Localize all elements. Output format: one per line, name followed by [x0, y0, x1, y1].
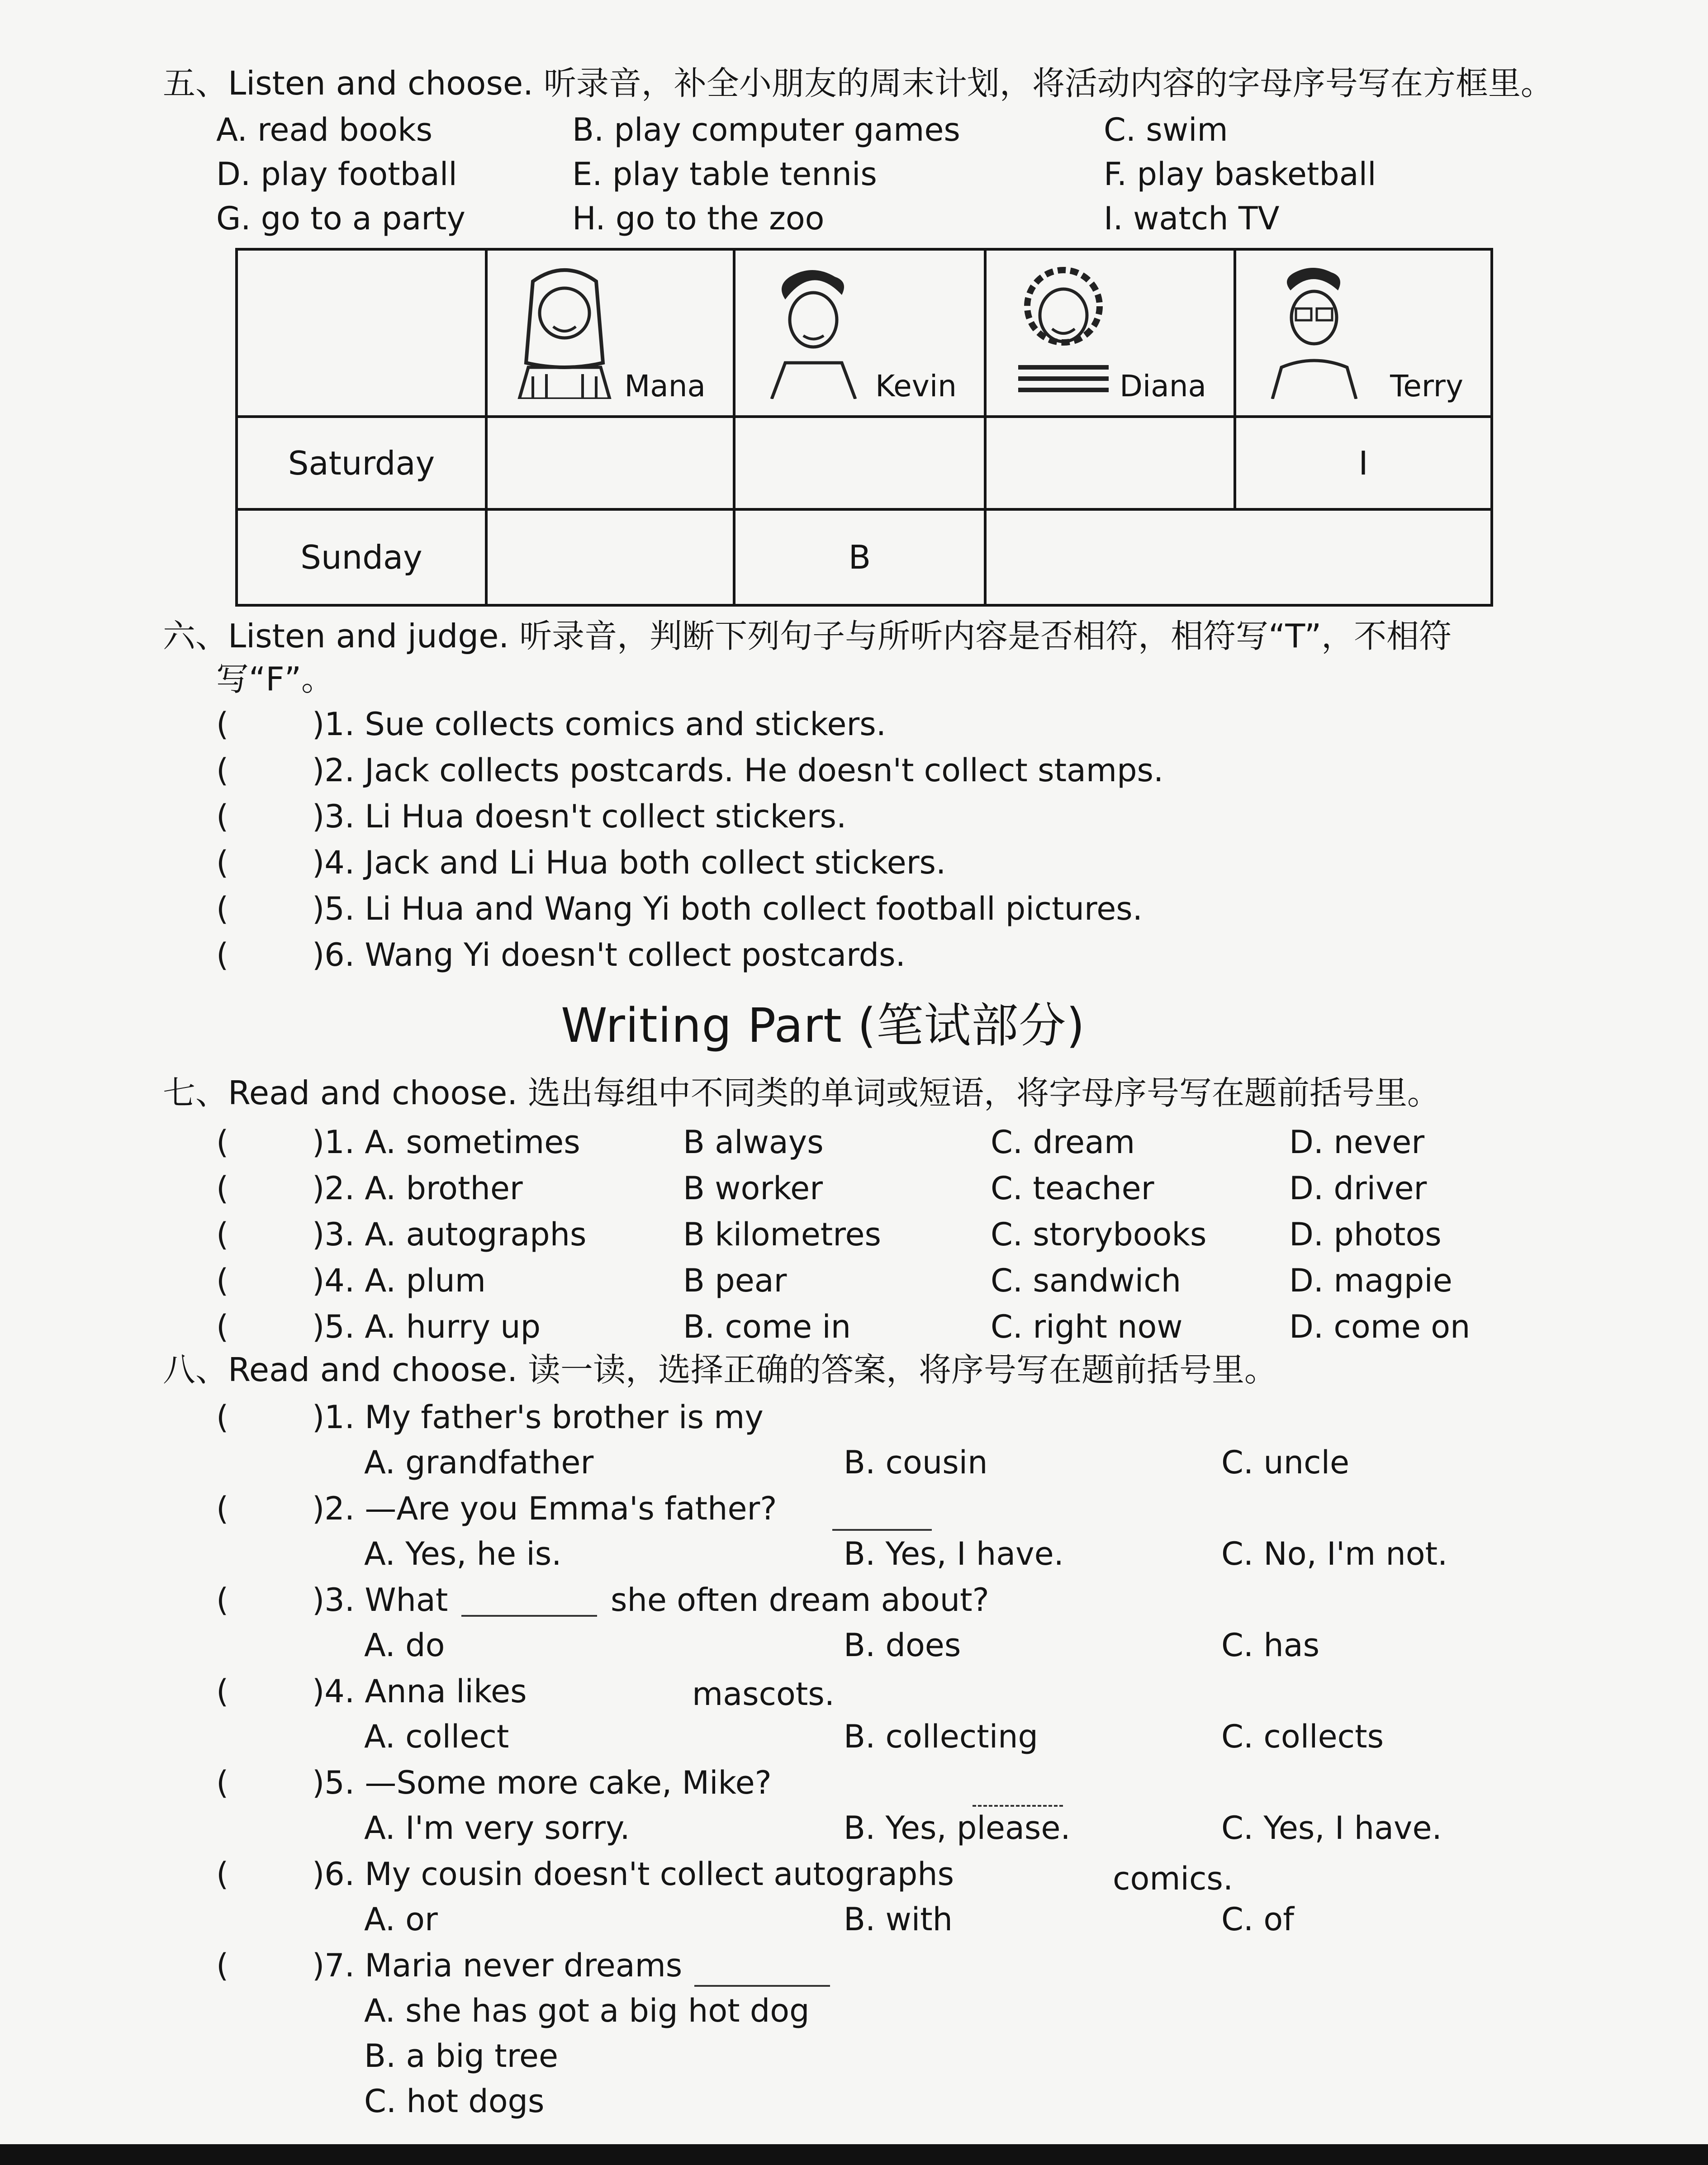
choose-2-c: C. teacher: [991, 1170, 1154, 1207]
paren: (: [216, 752, 229, 789]
glasses-boy-portrait-icon: [1254, 263, 1372, 399]
q2-answer-blank[interactable]: [832, 1529, 932, 1531]
paren: (: [216, 1673, 229, 1710]
row-label-sunday: Sunday: [237, 509, 486, 605]
q5-stem: )5. —Some more cake, Mike?: [312, 1764, 772, 1801]
paren: (: [216, 706, 229, 743]
option-f: F. play basketball: [1104, 156, 1376, 193]
paren: (: [216, 1262, 229, 1299]
q5-option-a: A. I'm very sorry.: [364, 1809, 630, 1847]
portrait-cell-terry: [1235, 249, 1492, 417]
option-d: D. play football: [216, 156, 457, 193]
q4-option-c: C. collects: [1221, 1718, 1384, 1755]
judge-item-5: )5. Li Hua and Wang Yi both collect football pictures.: [312, 890, 1143, 927]
paren: (: [216, 1124, 229, 1161]
paren: (: [216, 1764, 229, 1801]
q4-stem-end: mascots.: [692, 1676, 835, 1713]
cell-saturday-terry[interactable]: I: [1235, 417, 1492, 509]
judge-item-2: )2. Jack collects postcards. He doesn't collect stamps.: [312, 752, 1164, 789]
q7-stem: )7. Maria never dreams: [312, 1947, 683, 1984]
girl-portrait-icon: [506, 263, 623, 399]
curly-girl-portrait-icon: [1005, 263, 1122, 399]
q2-stem: )2. —Are you Emma's father?: [312, 1490, 777, 1527]
choose-3-a: )3. A. autographs: [312, 1216, 587, 1253]
q3-stem-end: she often dream about?: [611, 1581, 989, 1619]
choose-3-d: D. photos: [1289, 1216, 1442, 1253]
boy-portrait-icon: [754, 263, 871, 399]
q1-stem: )1. My father's brother is my: [312, 1399, 764, 1436]
paren: (: [216, 936, 229, 973]
paren: (: [216, 1947, 229, 1984]
q5-answer-blank[interactable]: [973, 1805, 1063, 1807]
choose-5-b: B. come in: [683, 1308, 851, 1345]
name-kevin: Kevin: [875, 369, 957, 404]
section7-heading: 七、Read and choose. 选出每组中不同类的单词或短语，将字母序号写在题前括号里。: [163, 1074, 1440, 1112]
choose-1-b: B always: [683, 1124, 824, 1161]
paren: (: [216, 1308, 229, 1345]
name-diana: Diana: [1120, 369, 1206, 404]
choose-5-a: )5. A. hurry up: [312, 1308, 541, 1345]
q2-option-c: C. No, I'm not.: [1221, 1535, 1448, 1572]
choose-4-a: )4. A. plum: [312, 1262, 486, 1299]
portrait-cell-diana: [985, 249, 1235, 417]
choose-2-d: D. driver: [1289, 1170, 1427, 1207]
q1-option-b: B. cousin: [844, 1444, 988, 1481]
cell-sunday-diana-terry[interactable]: [985, 509, 1492, 605]
option-e: E. play table tennis: [572, 156, 877, 193]
q4-stem-start: )4. Anna likes: [312, 1673, 527, 1710]
paren: (: [216, 798, 229, 835]
judge-item-3: )3. Li Hua doesn't collect stickers.: [312, 798, 847, 835]
choose-1-c: C. dream: [991, 1124, 1135, 1161]
choose-1-a: )1. A. sometimes: [312, 1124, 580, 1161]
portrait-cell-kevin: [734, 249, 985, 417]
judge-item-4: )4. Jack and Li Hua both collect stickers.: [312, 844, 946, 881]
cell-saturday-diana[interactable]: [985, 417, 1235, 509]
name-mana: Mana: [624, 369, 706, 404]
section6-heading: 六、Listen and judge. 听录音，判断下列句子与所听内容是否相符，相符写“T”，不相符: [163, 617, 1452, 655]
paren: (: [216, 1581, 229, 1619]
paren: (: [216, 1856, 229, 1893]
cell-saturday-mana[interactable]: [486, 417, 734, 509]
option-b: B. play computer games: [572, 111, 960, 148]
option-g: G. go to a party: [216, 200, 465, 237]
q7-option-a: A. she has got a big hot dog: [364, 1992, 810, 2029]
option-i: I. watch TV: [1104, 200, 1280, 237]
q6-option-a: A. or: [364, 1901, 438, 1938]
section6-heading-cont: 写“F”。: [216, 660, 334, 698]
q6-option-b: B. with: [844, 1901, 953, 1938]
q1-option-a: A. grandfather: [364, 1444, 594, 1481]
q3-stem-start: )3. What: [312, 1581, 448, 1619]
paren: (: [216, 890, 229, 927]
table-corner-cell: [237, 249, 486, 417]
choose-4-d: D. magpie: [1289, 1262, 1452, 1299]
q3-option-b: B. does: [844, 1627, 961, 1664]
option-c: C. swim: [1104, 111, 1228, 148]
choose-4-b: B pear: [683, 1262, 787, 1299]
paren: (: [216, 1490, 229, 1527]
q5-option-b: B. Yes, please.: [844, 1809, 1071, 1847]
q2-option-b: B. Yes, I have.: [844, 1535, 1064, 1572]
q2-option-a: A. Yes, he is.: [364, 1535, 562, 1572]
judge-item-6: )6. Wang Yi doesn't collect postcards.: [312, 936, 906, 973]
q4-option-b: B. collecting: [844, 1718, 1038, 1755]
judge-item-1: )1. Sue collects comics and stickers.: [312, 706, 886, 743]
q3-option-a: A. do: [364, 1627, 445, 1664]
row-label-saturday: Saturday: [237, 417, 486, 509]
paren: (: [216, 844, 229, 881]
weekend-plan-table: [235, 248, 1493, 607]
section8-heading: 八、Read and choose. 读一读，选择正确的答案，将序号写在题前括号里。: [163, 1351, 1277, 1389]
cell-sunday-kevin[interactable]: B: [734, 509, 985, 605]
paren: (: [216, 1216, 229, 1253]
paren: (: [216, 1170, 229, 1207]
choose-2-b: B worker: [683, 1170, 823, 1207]
q5-option-c: C. Yes, I have.: [1221, 1809, 1442, 1847]
scan-bottom-edge: [0, 2144, 1708, 2165]
choose-1-d: D. never: [1289, 1124, 1425, 1161]
q3-option-c: C. has: [1221, 1627, 1320, 1664]
writing-part-title: Writing Part (笔试部分): [561, 998, 1085, 1053]
q7-option-c: C. hot dogs: [364, 2083, 545, 2120]
choose-5-d: D. come on: [1289, 1308, 1471, 1345]
choose-3-c: C. storybooks: [991, 1216, 1207, 1253]
cell-saturday-kevin[interactable]: [734, 417, 985, 509]
name-terry: Terry: [1390, 369, 1463, 404]
q6-stem-end: comics.: [1113, 1860, 1234, 1897]
q6-stem-start: )6. My cousin doesn't collect autographs: [312, 1856, 954, 1893]
choose-3-b: B kilometres: [683, 1216, 882, 1253]
q1-option-c: C. uncle: [1221, 1444, 1350, 1481]
section5-heading: 五、Listen and choose. 听录音，补全小朋友的周末计划，将活动内容的字母序号写在方框里。: [163, 64, 1553, 102]
choose-4-c: C. sandwich: [991, 1262, 1181, 1299]
paren: (: [216, 1399, 229, 1436]
choose-5-c: C. right now: [991, 1308, 1183, 1345]
q4-option-a: A. collect: [364, 1718, 509, 1755]
choose-2-a: )2. A. brother: [312, 1170, 523, 1207]
portrait-cell-mana: [486, 249, 734, 417]
q6-option-c: C. of: [1221, 1901, 1294, 1938]
option-h: H. go to the zoo: [572, 200, 825, 237]
q3-answer-blank[interactable]: [461, 1615, 597, 1617]
cell-sunday-mana[interactable]: [486, 509, 734, 605]
option-a: A. read books: [216, 111, 433, 148]
q7-answer-blank[interactable]: [694, 1985, 830, 1987]
q7-option-b: B. a big tree: [364, 2037, 559, 2075]
